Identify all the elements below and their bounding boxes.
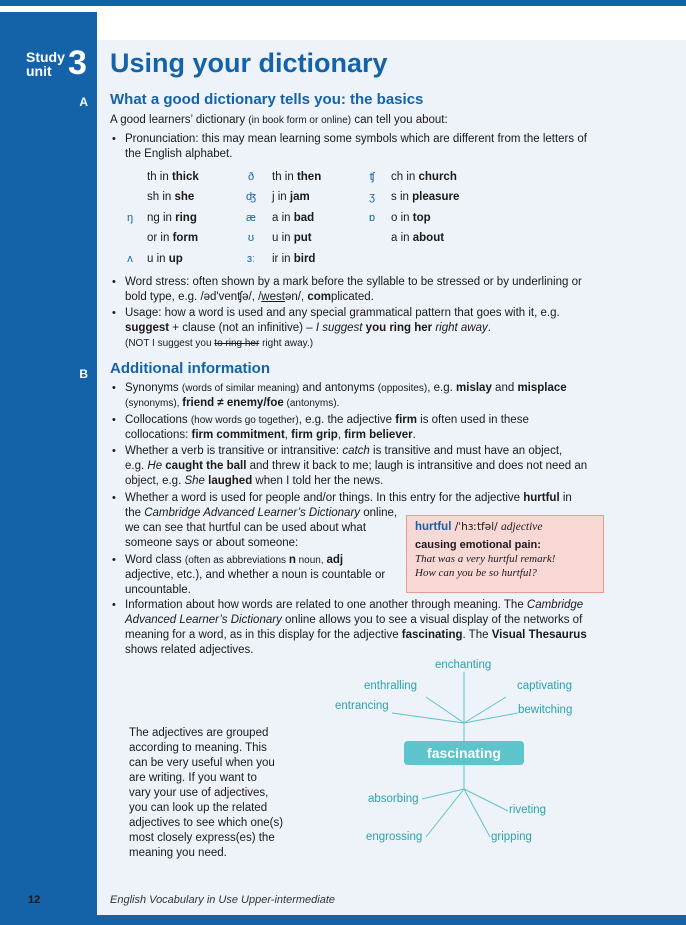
- phonetic-pre: ng in: [147, 212, 176, 224]
- not-end: right away.): [259, 338, 314, 349]
- tr-line1: [125, 444, 587, 459]
- t: hurtful: [523, 492, 560, 504]
- t: friend ≠ enemy/foe: [182, 397, 284, 409]
- syn-line2: [125, 396, 567, 411]
- pronunciation-text: [125, 132, 587, 162]
- phonetic-word: up: [168, 253, 183, 265]
- usage-line1: Usage: how a word is used and any special grammatical pattern that goes with it, e.g.: [125, 307, 560, 319]
- bottom-bar: [0, 915, 686, 925]
- thesaurus-word-enthralling: enthralling: [364, 680, 418, 692]
- phonetic-pre: u in: [147, 253, 169, 265]
- col-line2: [125, 428, 529, 443]
- not-start: (NOT I suggest you: [125, 338, 215, 349]
- col-line1: [125, 413, 529, 428]
- t: , e.g.: [427, 382, 457, 394]
- dict-definition: causing emotional pain:: [415, 539, 541, 551]
- t: catch: [342, 445, 370, 457]
- phonetic-symbol: ɜː: [246, 253, 256, 265]
- phonetic-example: [272, 211, 314, 225]
- page-title: Using your dictionary: [110, 48, 388, 78]
- thesaurus-word-bewitching: bewitching: [518, 704, 573, 716]
- phonetic-example: [272, 190, 310, 204]
- section-a-heading: What a good dictionary tells you: the basics: [110, 91, 424, 108]
- phonetic-symbol: ʤ: [246, 191, 256, 203]
- phonetic-pre: a in: [391, 232, 413, 244]
- stress-underlined: west: [261, 291, 285, 303]
- thesaurus-center: fascinating: [404, 741, 524, 765]
- bullet: •: [112, 307, 116, 319]
- phonetic-example: [147, 252, 183, 266]
- phonetic-pre: j in: [272, 191, 290, 203]
- phonetic-example: [391, 170, 457, 184]
- side-note-line: you can look up the related: [129, 802, 268, 814]
- t: , e.g. the adjective: [298, 414, 396, 426]
- left-column: [0, 12, 97, 925]
- t: noun,: [295, 555, 327, 566]
- wc-line2: adjective, etc.), and whether a noun is countable or: [125, 569, 386, 581]
- t: (how words go together): [190, 415, 299, 426]
- not-strike: to ring her: [214, 338, 260, 349]
- bullet: •: [112, 599, 116, 611]
- bullet: •: [112, 554, 116, 566]
- phonetic-example: [391, 211, 431, 225]
- phonetic-word: about: [412, 232, 445, 244]
- stress-start: bold type, e.g. /əd'venʧə/, /: [125, 291, 262, 303]
- top-bar: [0, 0, 686, 6]
- pe-line4: someone says or about someone:: [125, 537, 299, 549]
- section-tag-a-label: A: [79, 95, 88, 109]
- t: Visual Thesaurus: [491, 629, 587, 641]
- phonetic-word: top: [412, 212, 431, 224]
- phonetic-word: form: [172, 232, 199, 244]
- word-class-text: [125, 553, 385, 598]
- thesaurus-word-enchanting: enchanting: [435, 659, 492, 671]
- pe-line3: we can see that hurtful can be used about what: [125, 522, 367, 534]
- phonetic-example: [272, 231, 312, 245]
- phonetic-word: jam: [289, 191, 310, 203]
- section-tag-a: [26, 94, 96, 110]
- wc-line1: [125, 553, 385, 568]
- t: Whether a verb is transitive or intransitive:: [125, 445, 343, 457]
- t: fascinating: [401, 629, 463, 641]
- side-note: [129, 726, 283, 861]
- phonetic-example: [272, 252, 315, 266]
- t: ,: [284, 429, 292, 441]
- t: Information about how words are related to one another through meaning. The: [125, 599, 527, 611]
- side-note-line: according to meaning. This: [129, 742, 267, 754]
- t: and: [491, 382, 518, 394]
- usage-line3: [125, 336, 560, 351]
- phonetic-pre: o in: [391, 212, 413, 224]
- pron-line2: the English alphabet.: [125, 148, 233, 160]
- t: ,: [337, 429, 345, 441]
- t: (synonyms),: [125, 398, 183, 409]
- phonetic-example: [147, 231, 198, 245]
- phonetic-pre: a in: [272, 212, 294, 224]
- bullet: •: [112, 492, 116, 504]
- stress-mid: ən/,: [284, 291, 308, 303]
- t: firm believer: [344, 429, 413, 441]
- t: and threw it back to me; laugh is intransitive and does not need an: [246, 460, 588, 472]
- unit-label-line2: unit: [26, 63, 52, 79]
- usage-bold1: suggest: [125, 322, 170, 334]
- syn-line1: [125, 381, 567, 396]
- bullet: •: [112, 133, 116, 145]
- phonetic-symbol: ð: [247, 171, 255, 183]
- phonetic-example: [391, 231, 444, 245]
- stress-line2: [125, 290, 582, 305]
- t: meaning for a word, as in this display for the adjective: [125, 629, 402, 641]
- t: He: [147, 460, 163, 472]
- t: Advanced Learner’s Dictionary: [125, 614, 282, 626]
- book-title: English Vocabulary in Use Upper-intermediate: [110, 894, 336, 906]
- thesaurus-word-captivating: captivating: [517, 680, 572, 692]
- t: is transitive and must have an object,: [369, 445, 563, 457]
- t: caught the ball: [162, 460, 247, 472]
- bullet: •: [112, 445, 116, 457]
- dict-example1: That was a very hurtful remark!: [415, 553, 556, 565]
- phonetic-pre: u in: [272, 232, 294, 244]
- t: Cambridge Advanced Learner’s Dictionary: [144, 507, 361, 519]
- thesaurus-word-entrancing: entrancing: [335, 700, 389, 712]
- phonetic-word: ring: [175, 212, 197, 224]
- t: the: [125, 507, 145, 519]
- t: online allows you to see a visual display of the networks of: [281, 614, 583, 626]
- usage-dot: .: [487, 322, 491, 334]
- dict-pron: /ˈhɜːtfəl/: [451, 521, 502, 533]
- side-note-line: vary your use of adjectives,: [129, 787, 269, 799]
- t: misplace: [517, 382, 567, 394]
- t: firm commitment: [191, 429, 285, 441]
- dict-pos: adjective: [501, 521, 543, 533]
- t: .: [412, 429, 416, 441]
- phonetic-symbol: ŋ: [126, 212, 134, 224]
- t: is often used in these: [416, 414, 529, 426]
- pron-line1: Pronunciation: this may mean learning some symbols which are different from the letters of: [125, 133, 587, 145]
- phonetic-pre: th in: [272, 171, 297, 183]
- t: mislay: [456, 382, 492, 394]
- unit-label-line1: Study: [26, 49, 65, 65]
- t: (antonyms).: [283, 398, 340, 409]
- usage-bold2: you ring her: [362, 322, 436, 334]
- inf-line3: [125, 628, 587, 643]
- section-tag-b: [26, 366, 96, 382]
- collocations-text: [125, 413, 529, 443]
- usage-ital2: right away: [435, 322, 488, 334]
- stress-end: plicated.: [330, 291, 374, 303]
- phonetic-word: bird: [293, 253, 316, 265]
- section-tag-b-label: B: [79, 367, 88, 381]
- inf-line2: [125, 613, 587, 628]
- t: collocations:: [125, 429, 192, 441]
- tr-line2: [125, 459, 587, 474]
- intro-start: A good learners’ dictionary: [110, 114, 249, 126]
- t: (often as abbreviations: [184, 555, 289, 566]
- thesaurus-word-gripping: gripping: [491, 831, 532, 843]
- t: She: [184, 475, 205, 487]
- wc-line3: uncountable.: [125, 584, 191, 596]
- stress-bold: com: [307, 291, 331, 303]
- phonetic-word: put: [293, 232, 312, 244]
- thesaurus-word-absorbing: absorbing: [368, 793, 419, 805]
- dict-headword-line: [415, 521, 543, 533]
- phonetic-pre: sh in: [147, 191, 175, 203]
- information-text: [125, 598, 587, 658]
- phonetic-example: [147, 170, 199, 184]
- phonetic-word: she: [174, 191, 195, 203]
- phonetic-symbol: æ: [246, 212, 256, 224]
- section-a-intro: [110, 113, 448, 128]
- t: Cambridge: [526, 599, 584, 611]
- side-note-line: are writing. If you want to: [129, 772, 257, 784]
- dictionary-entry-box: [406, 515, 604, 593]
- thesaurus-word-engrossing: engrossing: [366, 831, 423, 843]
- bullet: •: [112, 414, 116, 426]
- t: Whether a word is used for people and/or things. In this entry for the adjective: [125, 492, 524, 504]
- thesaurus-word-riveting: riveting: [509, 804, 547, 816]
- inf-line1: [125, 598, 587, 613]
- phonetic-example: [147, 211, 197, 225]
- side-note-line: The adjectives are grouped: [129, 727, 269, 739]
- t: (opposites): [377, 383, 428, 394]
- t: Collocations: [125, 414, 191, 426]
- side-note-line: meaning you need.: [129, 847, 227, 859]
- word-stress-text: [125, 275, 582, 305]
- pe-line1: [125, 491, 572, 506]
- transitive-text: [125, 444, 587, 489]
- phonetic-symbol: ʌ: [127, 253, 133, 265]
- bullet: •: [112, 382, 116, 394]
- t: firm grip: [291, 429, 338, 441]
- dict-example2: How can you be so hurtful?: [415, 567, 537, 579]
- usage-line2: [125, 321, 560, 336]
- dict-headword: hurtful: [415, 521, 452, 533]
- unit-number: 3: [68, 44, 87, 82]
- t: e.g.: [125, 460, 148, 472]
- page-number: 12: [28, 894, 41, 906]
- t: when I told her the news.: [252, 475, 384, 487]
- phonetic-word: pleasure: [412, 191, 460, 203]
- intro-end: can tell you about:: [351, 114, 448, 126]
- t: adj: [326, 554, 344, 566]
- phonetic-example: [147, 190, 194, 204]
- t: . The: [462, 629, 492, 641]
- phonetic-example: [391, 190, 459, 204]
- inf-line4: shows related adjectives.: [125, 644, 254, 656]
- phonetic-pre: or in: [147, 232, 173, 244]
- t: and antonyms: [299, 382, 378, 394]
- t: Word class: [125, 554, 185, 566]
- phonetic-pre: th in: [147, 171, 172, 183]
- t: firm: [395, 414, 417, 426]
- phonetic-symbol: ʧ: [369, 171, 375, 183]
- t: in: [559, 492, 572, 504]
- usage-ital1: I suggest: [315, 322, 363, 334]
- usage-mid: + clause (not an infinitive) –: [169, 322, 316, 334]
- phonetic-word: then: [296, 171, 322, 183]
- side-note-line: most closely express(es) the: [129, 832, 275, 844]
- phonetic-word: church: [418, 171, 457, 183]
- phonetic-symbol: ɒ: [368, 212, 376, 224]
- synonyms-text: [125, 381, 567, 411]
- t: object, e.g.: [125, 475, 185, 487]
- tr-line3: [125, 474, 587, 489]
- intro-small: (in book form or online): [248, 115, 352, 126]
- phonetic-example: [272, 170, 321, 184]
- phonetic-word: thick: [171, 171, 199, 183]
- t: Synonyms: [125, 382, 182, 394]
- stress-line1: Word stress: often shown by a mark before the syllable to be stressed or by underlining or: [125, 276, 582, 288]
- t: laughed: [204, 475, 253, 487]
- t: online,: [360, 507, 398, 519]
- phonetic-pre: ch in: [391, 171, 419, 183]
- t: (words of similar meaning): [181, 383, 300, 394]
- side-note-line: adjectives to see which one(s): [129, 817, 284, 829]
- bullet: •: [112, 276, 116, 288]
- side-note-line: can be very useful when you: [129, 757, 275, 769]
- section-b-heading: Additional information: [110, 360, 270, 377]
- phonetic-symbol: ʒ: [369, 191, 375, 203]
- phonetic-pre: ir in: [272, 253, 294, 265]
- phonetic-pre: s in: [391, 191, 413, 203]
- usage-text: [125, 306, 560, 351]
- unit-badge: [12, 44, 97, 84]
- phonetic-word: bad: [293, 212, 315, 224]
- t: n: [288, 554, 296, 566]
- phonetic-symbol: ʊ: [247, 232, 255, 244]
